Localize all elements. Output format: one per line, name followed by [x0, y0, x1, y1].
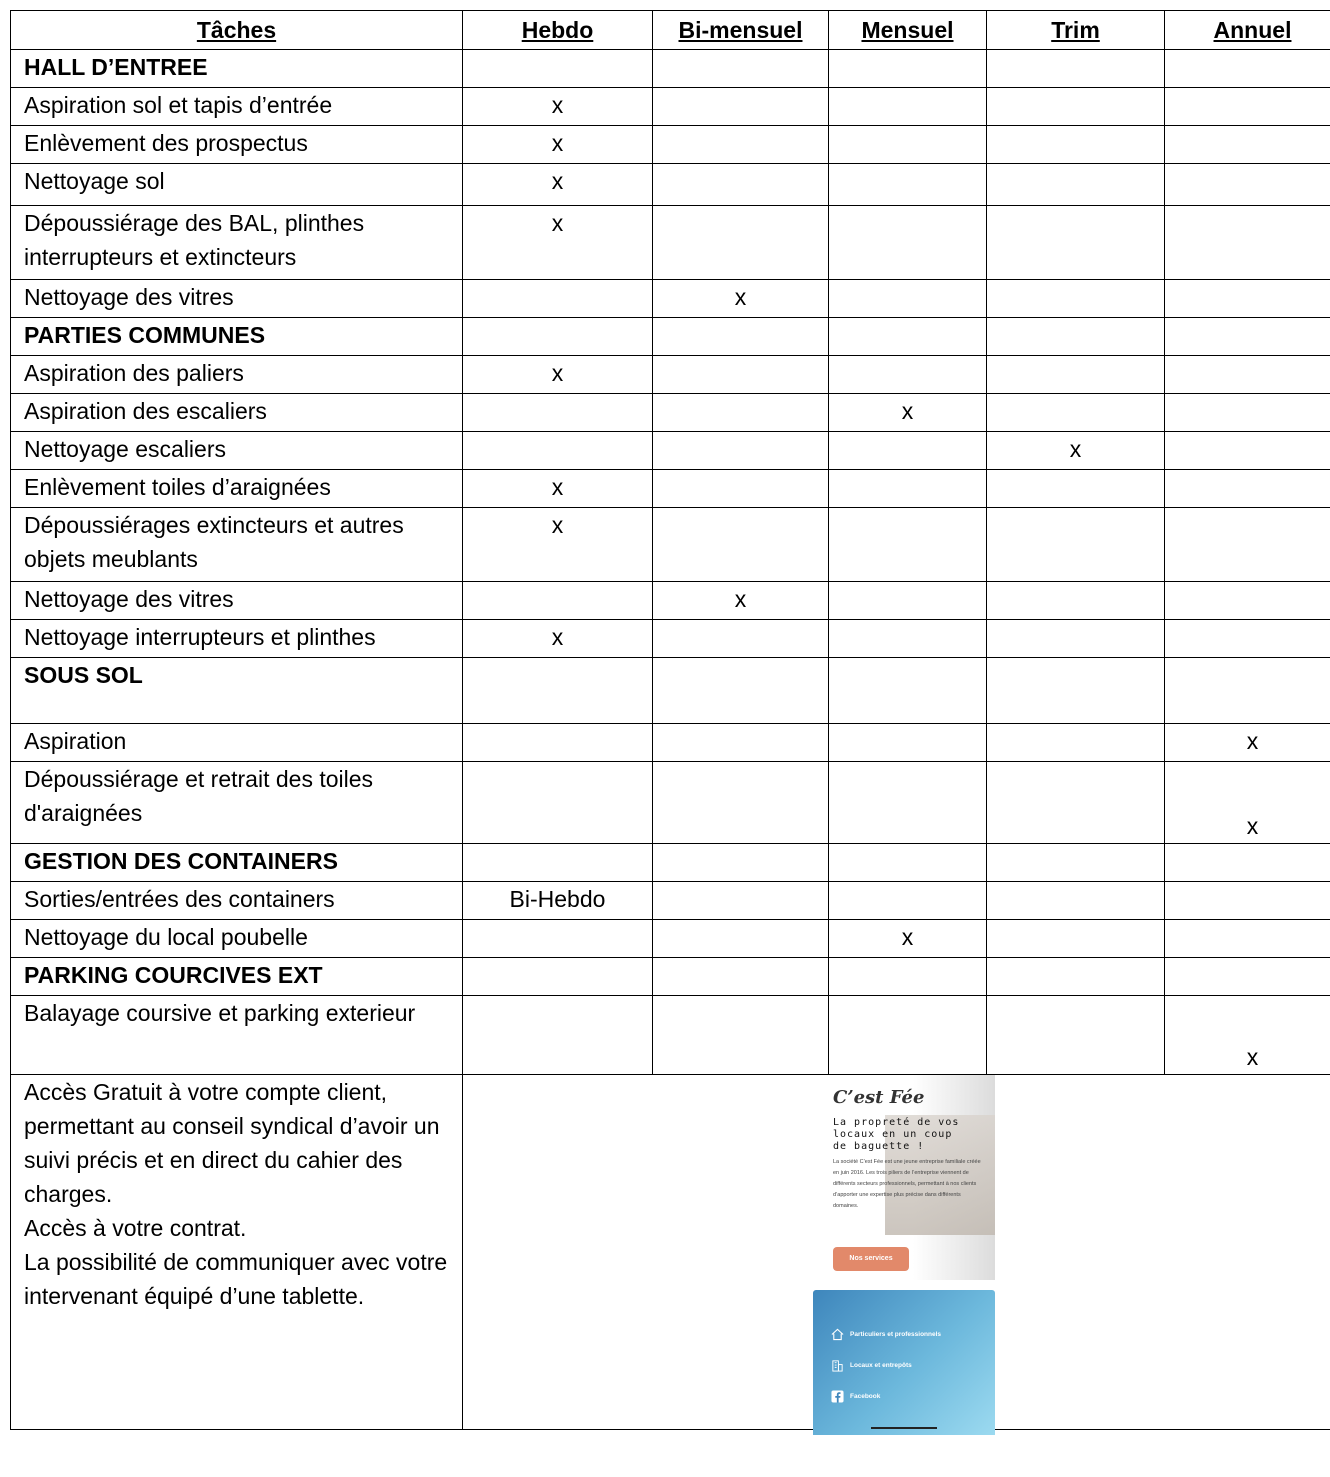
mark-hebdo: x	[463, 470, 653, 508]
header-annuel: Annuel	[1165, 11, 1330, 50]
mark-annuel	[1165, 844, 1330, 882]
mark-bi-mensuel	[653, 470, 829, 508]
mark-bi-mensuel	[653, 762, 829, 844]
mark-annuel	[1165, 958, 1330, 996]
mark-hebdo	[463, 844, 653, 882]
mark-bi-mensuel	[653, 620, 829, 658]
task-row	[11, 508, 1330, 582]
task-label: Nettoyage des vitres	[11, 582, 463, 620]
mark-trim	[987, 50, 1165, 88]
task-row	[11, 882, 1330, 920]
task-row	[11, 920, 1330, 958]
info-line: Accès Gratuit à votre compte client, permettant au conseil syndical d’avoir un suivi précis et en direct du cahier des charges.	[24, 1079, 440, 1207]
mark-annuel	[1165, 356, 1330, 394]
task-label: Sorties/entrées des containers	[11, 882, 463, 920]
mark-mensuel: x	[829, 920, 987, 958]
task-label: Nettoyage sol	[11, 164, 463, 206]
header-hebdo: Hebdo	[463, 11, 653, 50]
mark-trim	[987, 318, 1165, 356]
section-title: PARKING COURCIVES EXT	[11, 958, 463, 996]
mark-trim	[987, 724, 1165, 762]
mark-mensuel	[829, 882, 987, 920]
task-label: Enlèvement toiles d’araignées	[11, 470, 463, 508]
task-label: Aspiration sol et tapis d’entrée	[11, 88, 463, 126]
section-title: PARTIES COMMUNES	[11, 318, 463, 356]
mark-annuel: x	[1165, 762, 1330, 844]
mark-mensuel	[829, 844, 987, 882]
mark-hebdo	[463, 658, 653, 724]
mark-bi-mensuel	[653, 882, 829, 920]
task-row	[11, 356, 1330, 394]
phone-hero	[813, 1075, 995, 1280]
mark-trim	[987, 844, 1165, 882]
mark-hebdo: x	[463, 88, 653, 126]
mark-bi-mensuel	[653, 508, 829, 582]
mark-hebdo	[463, 432, 653, 470]
mark-annuel	[1165, 470, 1330, 508]
section-row	[11, 958, 1330, 996]
link-label: Particuliers et professionnels	[850, 1331, 942, 1338]
mark-annuel	[1165, 280, 1330, 318]
task-label: Nettoyage escaliers	[11, 432, 463, 470]
mark-annuel	[1165, 658, 1330, 724]
mark-hebdo	[463, 318, 653, 356]
mark-mensuel	[829, 206, 987, 280]
mark-bi-mensuel	[653, 658, 829, 724]
link-particuliers[interactable]	[831, 1327, 941, 1343]
mark-mensuel	[829, 318, 987, 356]
info-line: Accès à votre contrat.	[24, 1215, 247, 1241]
mark-trim	[987, 762, 1165, 844]
header-taches: Tâches	[11, 11, 463, 50]
mark-trim: x	[987, 432, 1165, 470]
mark-bi-mensuel: x	[653, 280, 829, 318]
info-cell	[11, 1075, 463, 1430]
mark-bi-mensuel: x	[653, 582, 829, 620]
mark-bi-mensuel	[653, 958, 829, 996]
mark-hebdo: x	[463, 126, 653, 164]
mark-annuel	[1165, 920, 1330, 958]
mark-mensuel	[829, 432, 987, 470]
info-row	[11, 1075, 1330, 1430]
task-label: Nettoyage des vitres	[11, 280, 463, 318]
mark-trim	[987, 508, 1165, 582]
mark-hebdo: x	[463, 620, 653, 658]
section-row	[11, 658, 1330, 724]
mark-hebdo	[463, 762, 653, 844]
mark-hebdo	[463, 920, 653, 958]
mark-hebdo	[463, 958, 653, 996]
info-line: La possibilité de communiquer avec votre intervenant équipé d’une tablette.	[24, 1249, 448, 1309]
task-row	[11, 996, 1330, 1075]
task-label: Aspiration	[11, 724, 463, 762]
header-mensuel: Mensuel	[829, 11, 987, 50]
mark-trim	[987, 88, 1165, 126]
mark-trim	[987, 996, 1165, 1075]
header-row	[11, 11, 1330, 50]
mark-trim	[987, 394, 1165, 432]
mark-annuel	[1165, 432, 1330, 470]
mark-bi-mensuel	[653, 318, 829, 356]
task-label: Balayage coursive et parking exterieur	[11, 996, 463, 1075]
mark-mensuel	[829, 470, 987, 508]
cleaning-schedule-table	[10, 10, 1330, 1430]
mark-trim	[987, 658, 1165, 724]
hero-blurb: La société C’est Fée est une jeune entreprise familiale créée en juin 2016. Les trois piliers de l’entreprise viennent de différents secteurs professionnels, permettant à nos clients d’apporter une expertise plus précise dans différents domaines.	[833, 1159, 981, 1209]
mark-annuel	[1165, 508, 1330, 582]
phone-links-panel	[813, 1290, 995, 1435]
mark-hebdo: x	[463, 206, 653, 280]
task-label: Nettoyage interrupteurs et plinthes	[11, 620, 463, 658]
section-row	[11, 318, 1330, 356]
section-row	[11, 844, 1330, 882]
mark-annuel	[1165, 206, 1330, 280]
mark-mensuel	[829, 658, 987, 724]
mark-trim	[987, 958, 1165, 996]
mark-mensuel	[829, 88, 987, 126]
services-button[interactable]: Nos services	[833, 1247, 909, 1271]
task-row	[11, 762, 1330, 844]
mark-bi-mensuel	[653, 432, 829, 470]
mark-bi-mensuel	[653, 50, 829, 88]
mark-hebdo	[463, 280, 653, 318]
mark-mensuel	[829, 620, 987, 658]
task-row	[11, 164, 1330, 206]
brand-logo: C’est Fée	[833, 1087, 925, 1108]
section-title: HALL D’ENTREE	[11, 50, 463, 88]
mark-hebdo: Bi-Hebdo	[463, 882, 653, 920]
task-label: Dépoussiérages extincteurs et autres objets meublants	[11, 508, 463, 582]
phone-screenshot-cell	[463, 1075, 1330, 1430]
mark-mensuel	[829, 126, 987, 164]
mark-bi-mensuel	[653, 126, 829, 164]
section-row	[11, 50, 1330, 88]
mark-hebdo: x	[463, 508, 653, 582]
link-label: Locaux et entrepôts	[850, 1362, 912, 1369]
mark-mensuel	[829, 356, 987, 394]
mark-trim	[987, 582, 1165, 620]
mark-mensuel	[829, 508, 987, 582]
mark-mensuel	[829, 164, 987, 206]
task-label: Enlèvement des prospectus	[11, 126, 463, 164]
task-label: Nettoyage du local poubelle	[11, 920, 463, 958]
mark-hebdo: x	[463, 356, 653, 394]
mark-hebdo	[463, 50, 653, 88]
task-label: Aspiration des escaliers	[11, 394, 463, 432]
mark-trim	[987, 920, 1165, 958]
mark-bi-mensuel	[653, 724, 829, 762]
mark-annuel	[1165, 318, 1330, 356]
task-label: Dépoussiérage et retrait des toiles d'araignées	[11, 762, 463, 844]
task-row	[11, 280, 1330, 318]
mark-trim	[987, 164, 1165, 206]
task-row	[11, 470, 1330, 508]
link-locaux[interactable]	[831, 1358, 912, 1374]
task-row	[11, 206, 1330, 280]
mark-trim	[987, 882, 1165, 920]
mark-annuel	[1165, 882, 1330, 920]
mark-hebdo	[463, 724, 653, 762]
task-row	[11, 88, 1330, 126]
mark-bi-mensuel	[653, 88, 829, 126]
mark-mensuel: x	[829, 394, 987, 432]
mark-mensuel	[829, 762, 987, 844]
mark-annuel	[1165, 88, 1330, 126]
facebook-icon	[831, 1390, 844, 1403]
mark-annuel	[1165, 582, 1330, 620]
mark-annuel	[1165, 394, 1330, 432]
hero-headline: La propreté de vos locaux en un coup de baguette !	[833, 1117, 960, 1152]
mark-bi-mensuel	[653, 206, 829, 280]
mark-trim	[987, 356, 1165, 394]
task-label: Aspiration des paliers	[11, 356, 463, 394]
task-row	[11, 432, 1330, 470]
phone-screenshot	[813, 1075, 995, 1435]
section-title: GESTION DES CONTAINERS	[11, 844, 463, 882]
home-icon	[831, 1328, 844, 1341]
mark-mensuel	[829, 724, 987, 762]
link-facebook[interactable]	[831, 1389, 880, 1405]
mark-trim	[987, 620, 1165, 658]
mark-trim	[987, 470, 1165, 508]
mark-hebdo	[463, 582, 653, 620]
header-bi-mensuel: Bi-mensuel	[653, 11, 829, 50]
mark-mensuel	[829, 280, 987, 318]
mark-annuel: x	[1165, 996, 1330, 1075]
mark-annuel	[1165, 126, 1330, 164]
link-label: Facebook	[850, 1393, 881, 1400]
mark-bi-mensuel	[653, 996, 829, 1075]
mark-trim	[987, 126, 1165, 164]
task-row	[11, 582, 1330, 620]
task-row	[11, 394, 1330, 432]
mark-bi-mensuel	[653, 844, 829, 882]
mark-annuel	[1165, 164, 1330, 206]
mark-trim	[987, 206, 1165, 280]
mark-annuel	[1165, 50, 1330, 88]
mark-bi-mensuel	[653, 394, 829, 432]
mark-annuel: x	[1165, 724, 1330, 762]
task-row	[11, 724, 1330, 762]
section-title: SOUS SOL	[11, 658, 463, 724]
task-row	[11, 126, 1330, 164]
mark-bi-mensuel	[653, 164, 829, 206]
mark-hebdo	[463, 996, 653, 1075]
header-trim: Trim	[987, 11, 1165, 50]
mark-bi-mensuel	[653, 920, 829, 958]
mark-hebdo: x	[463, 164, 653, 206]
mark-bi-mensuel	[653, 356, 829, 394]
mark-mensuel	[829, 582, 987, 620]
task-label: Dépoussiérage des BAL, plinthes interrupteurs et extincteurs	[11, 206, 463, 280]
mark-annuel	[1165, 620, 1330, 658]
mark-mensuel	[829, 50, 987, 88]
building-icon	[831, 1359, 844, 1372]
mark-mensuel	[829, 996, 987, 1075]
mark-trim	[987, 280, 1165, 318]
home-indicator	[871, 1427, 937, 1429]
task-row	[11, 620, 1330, 658]
mark-hebdo	[463, 394, 653, 432]
mark-mensuel	[829, 958, 987, 996]
